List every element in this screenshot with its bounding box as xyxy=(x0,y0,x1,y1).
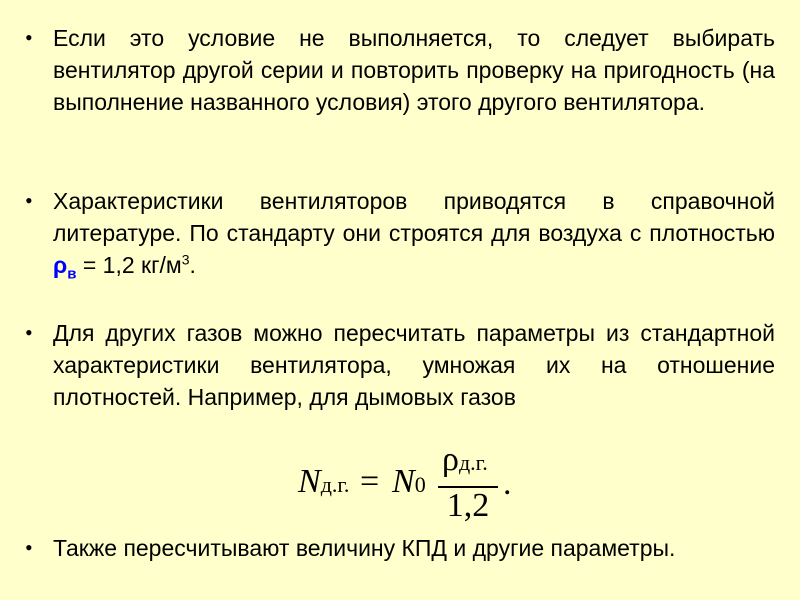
bullet-text-3: Для других газов можно пересчитать параметры из стандартной характеристики вентилятора, умножая их на отношение плотностей. Например, для дымовых газов xyxy=(53,320,775,410)
bullet-text-1: Если это условие не выполняется, то следует выбирать вентилятор другой серии и повторить проверку на пригодность (на выполнение названного условия) этого другого вентилятора. xyxy=(53,25,775,115)
rho-air-symbol: $\rho_в$ xyxy=(53,252,77,283)
bullet-2-text-before: Характеристики вентиляторов приводятся в справочной литературе. По стандарту они строятся для воздуха с плотностью xyxy=(53,188,775,246)
formula-period: . xyxy=(503,465,512,502)
formula-equals: = xyxy=(360,463,380,500)
cubic-superscript: 3 xyxy=(181,251,190,268)
bullet-item-3 xyxy=(25,317,775,413)
bullet-dot: • xyxy=(25,188,33,213)
bullet-text-4: Также пересчитывают величину КПД и другие параметры. xyxy=(53,535,676,561)
bullet-2-text-after: = 1,2 кг/м xyxy=(76,252,182,278)
bullet-dot: • xyxy=(25,535,33,560)
bullet-dot: • xyxy=(25,25,33,50)
formula xyxy=(298,441,528,531)
fraction-numerator: ρд.г. xyxy=(442,441,488,478)
bullet-item-4 xyxy=(25,532,775,564)
bullet-text-2: Характеристики вентиляторов приводятся в справочной литературе. По стандарту они строятся для воздуха с плотностью $\rho_в = 1,2$ $кг/м^3$. xyxy=(53,188,775,283)
bullet-dot: • xyxy=(25,320,33,345)
formula-rhs: N0 xyxy=(392,463,426,500)
bullet-item-1 xyxy=(25,22,775,118)
formula-lhs: Nд.г. xyxy=(298,463,350,500)
bullet-item-2 xyxy=(25,185,775,291)
fraction-denominator: 1,2 xyxy=(446,487,490,524)
